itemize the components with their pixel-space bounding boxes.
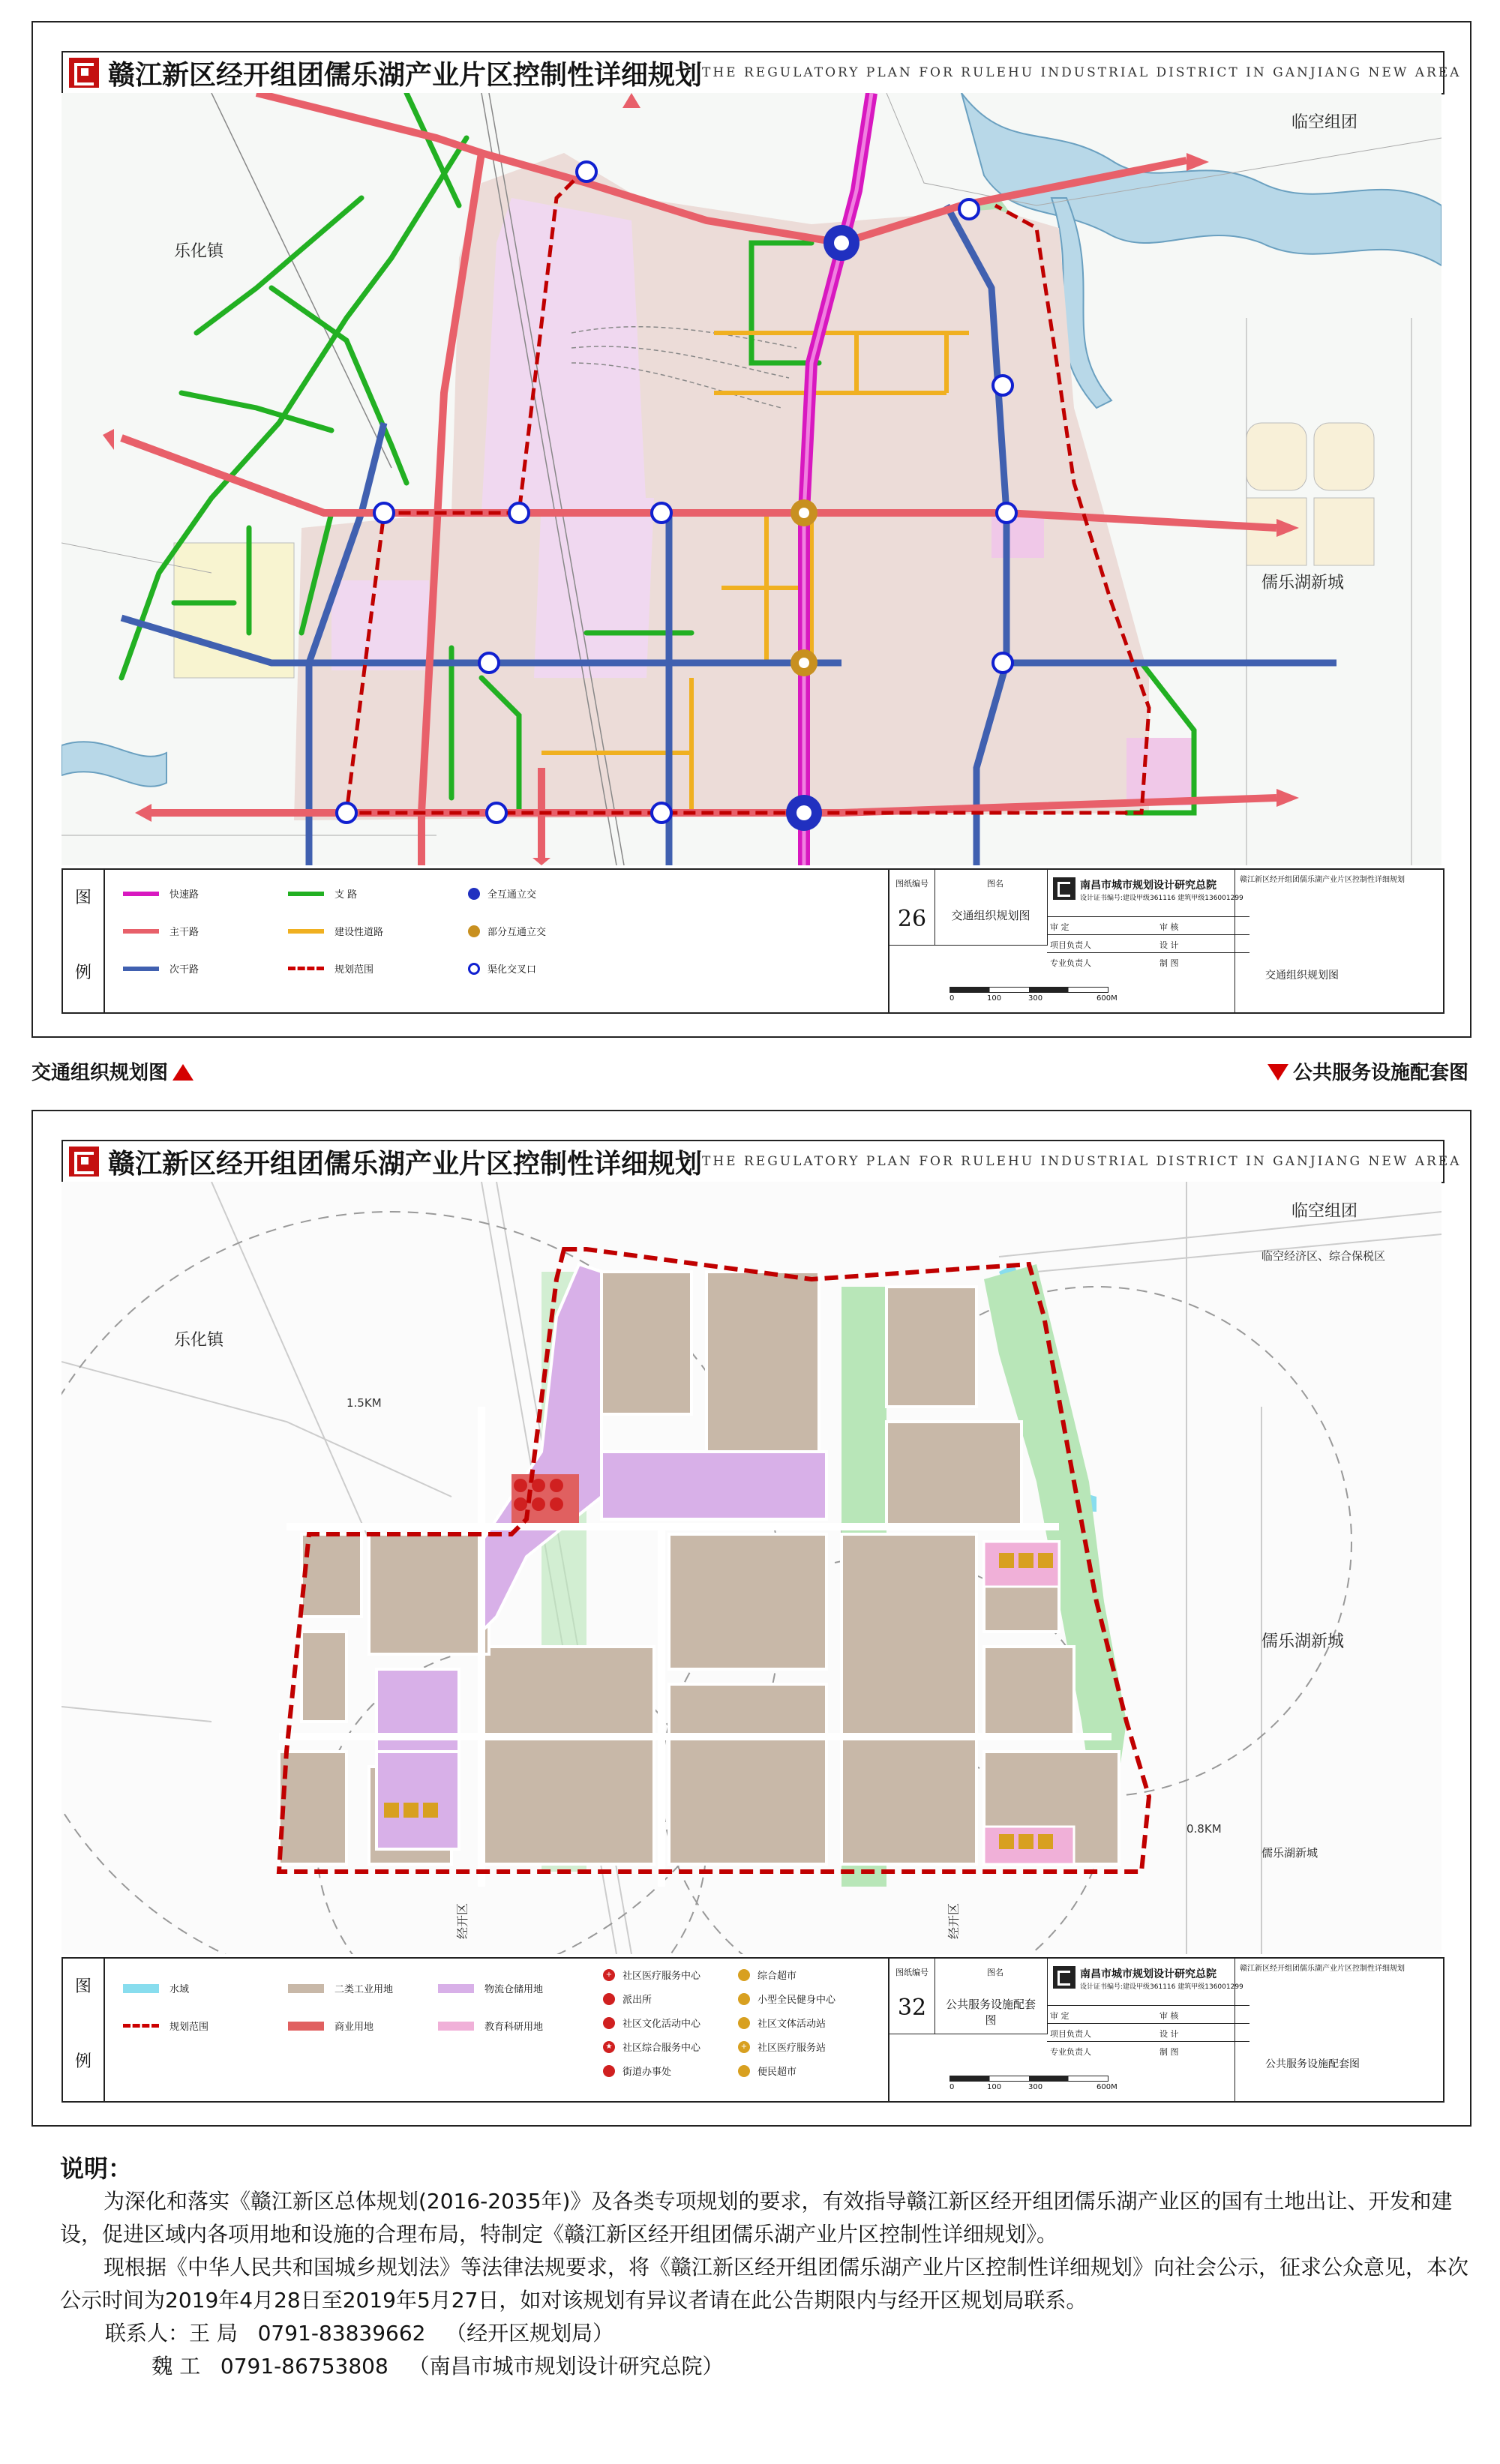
label-linkong-road: 临空经济区、综合保税区	[1262, 1249, 1386, 1263]
scale-bar: 0 100 300 600M	[950, 975, 1114, 1005]
traffic-plan-sheet	[32, 21, 1472, 1038]
medical-center-icon: +	[603, 1969, 615, 1981]
intersection-icon	[468, 963, 480, 975]
legend-fac-service-center: ★ 社区综合服务中心	[603, 2040, 700, 2054]
plan-title-cn: 赣江新区经开组团儒乐湖产业片区控制性详细规划	[108, 1147, 703, 1180]
public-service-map	[62, 1182, 1442, 1954]
legend-main-road: 主干路	[123, 924, 199, 938]
traffic-map	[62, 93, 1442, 865]
legend-heading: 图 例	[63, 1959, 105, 2101]
title-block: 图纸编号 32 图名 公共服务设施配套图 南昌市城市规划设计研究总院 设计证书编号:建设甲级361116 建筑甲级136001299 审 定 审 核 项目负责人 设 计 专业负责人 制 图 赣江新区经开组团儒乐湖产业片区控制性详细规划 公共服务设施配套图 0 100 300 600M	[888, 1959, 1444, 2101]
label-rulehu: 儒乐湖新城	[1262, 574, 1345, 592]
label-jingkai-a: 经开区	[455, 1902, 470, 1939]
drawing-name-right: 交通组织规划图	[1265, 970, 1339, 982]
org-logo-icon	[1053, 877, 1076, 900]
culture-center-icon	[603, 2017, 615, 2029]
legend-secondary-road: 次干路	[123, 961, 199, 976]
org-name: 南昌市城市规划设计研究总院	[1080, 880, 1216, 892]
plan-title-en: THE REGULATORY PLAN FOR RULEHU INDUSTRIAL DISTRICT IN GANJIANG NEW AREA	[702, 1154, 1462, 1169]
label-lehua: 乐化镇	[174, 1331, 224, 1350]
public-service-sheet	[32, 1110, 1472, 2127]
legend-fac-sports-station: 社区文体活动站	[738, 2016, 826, 2030]
legend-commercial: 商业用地	[288, 2019, 374, 2033]
caption-traffic-plan: 交通组织规划图	[32, 1057, 194, 1085]
legend-fac-supermarket: 综合超市	[738, 1968, 796, 1982]
label-rulehu-road: 儒乐湖新城	[1262, 1846, 1318, 1860]
notes-section	[60, 2152, 1470, 2383]
plan-title-cn: 赣江新区经开组团儒乐湖产业片区控制性详细规划	[108, 58, 703, 91]
legend-panel	[62, 1957, 1444, 2103]
sheet-header	[62, 51, 1462, 94]
sheet-header	[62, 1140, 1462, 1183]
label-radius-08: 0.8KM	[1186, 1822, 1222, 1836]
drawing-number: 26	[897, 906, 927, 932]
medical-station-icon: +	[738, 2041, 750, 2053]
legend-heading: 图 例	[63, 870, 105, 1012]
institute-logo-icon	[69, 58, 99, 88]
legend-logistics: 物流仓储用地	[438, 1981, 543, 1995]
legend-fac-culture-center: 社区文化活动中心	[603, 2016, 700, 2030]
org-logo-icon	[1053, 1966, 1076, 1989]
legend-industrial: 二类工业用地	[288, 1981, 393, 1995]
notes-paragraph-2: 现根据《中华人民共和国城乡规划法》等法律法规要求，将《赣江新区经开组团儒乐湖产业片区控制性详细规划》向社会公示，征求公众意见，本次公示时间为2019年4月28日至2019年5月27日，如对该规划有异议者请在此公告期限内与经开区规划局联系。	[60, 2255, 1469, 2313]
police-icon	[603, 1993, 615, 2005]
legend-partial-interchange: 部分互通立交	[468, 924, 546, 938]
supermarket-icon	[738, 1969, 750, 1981]
legend-plan-boundary: 规划范围	[288, 961, 374, 976]
triangle-up-icon	[172, 1064, 194, 1081]
legend-full-interchange: 全互通立交	[468, 886, 536, 901]
legend-expressway: 快速路	[123, 886, 199, 901]
legend-construction-road: 建设性道路	[288, 924, 383, 938]
legend-education: 教育科研用地	[438, 2019, 543, 2033]
legend-fac-medical-station: + 社区医疗服务站	[738, 2040, 826, 2054]
drawing-name: 交通组织规划图	[951, 909, 1030, 922]
drawing-name-right: 公共服务设施配套图	[1265, 2058, 1360, 2070]
legend-fac-fitness: 小型全民健身中心	[738, 1992, 836, 2006]
notes-title: 说明：	[60, 2154, 133, 2183]
caption-public-service: 公共服务设施配套图	[1268, 1057, 1468, 1085]
legend-panel	[62, 868, 1444, 1014]
street-office-icon	[603, 2065, 615, 2077]
legend-channelized-intersection: 渠化交叉口	[468, 961, 536, 976]
plan-title-en: THE REGULATORY PLAN FOR RULEHU INDUSTRIAL DISTRICT IN GANJIANG NEW AREA	[702, 65, 1462, 80]
drawing-name: 公共服务设施配套图	[945, 1998, 1036, 2027]
project-name: 赣江新区经开组团儒乐湖产业片区控制性详细规划	[1240, 876, 1405, 884]
org-name: 南昌市城市规划设计研究总院	[1080, 1968, 1216, 1980]
legend-branch-road: 支 路	[288, 886, 357, 901]
full-interchange-icon	[468, 888, 480, 900]
org-sub: 设计证书编号:建设甲级361116 建筑甲级136001299	[1080, 895, 1244, 902]
drawing-number: 32	[897, 1995, 927, 2021]
institute-logo-icon	[69, 1147, 99, 1177]
contact-2: 魏 工 0791-86753808 （南昌市城市规划设计研究总院）	[105, 2354, 724, 2379]
label-rulehu: 儒乐湖新城	[1262, 1632, 1345, 1651]
label-linkong: 临空组团	[1292, 1202, 1358, 1221]
legend-fac-street-office: 街道办事处	[603, 2064, 671, 2078]
legend-fac-medical-center: + 社区医疗服务中心	[603, 1968, 700, 1982]
scale-bar: 0 100 300 600M	[950, 2064, 1114, 2094]
legend-plan-boundary: 规划范围	[123, 2019, 208, 2033]
fitness-icon	[738, 1993, 750, 2005]
label-linkong: 临空组团	[1292, 113, 1358, 132]
title-block: 图纸编号 26 图名 交通组织规划图 南昌市城市规划设计研究总院 设计证书编号:建设甲级361116 建筑甲级136001299 审 定 审 核 项目负责人 设 计 专业负责人 制 图 赣江新区经开组团儒乐湖产业片区控制性详细规划 交通组织规划图 0 100 300 600M	[888, 870, 1444, 1012]
project-name: 赣江新区经开组团儒乐湖产业片区控制性详细规划	[1240, 1965, 1405, 1973]
convenience-store-icon	[738, 2065, 750, 2077]
label-lehua: 乐化镇	[174, 242, 224, 261]
service-center-icon: ★	[603, 2041, 615, 2053]
partial-interchange-icon	[468, 925, 480, 937]
org-sub: 设计证书编号:建设甲级361116 建筑甲级136001299	[1080, 1983, 1244, 1991]
legend-water: 水域	[123, 1981, 189, 1995]
sports-station-icon	[738, 2017, 750, 2029]
notes-paragraph-1: 为深化和落实《赣江新区总体规划(2016-2035年)》及各类专项规划的要求，有效指导赣江新区经开组团儒乐湖产业区的国有土地出让、开发和建设，促进区域内各项用地和设施的合理布局，特制定《赣江新区经开组团儒乐湖产业片区控制性详细规划》。	[60, 2189, 1453, 2247]
label-jingkai-b: 经开区	[946, 1902, 961, 1939]
contact-1: 联系人：王 局 0791-83839662 （经开区规划局）	[105, 2321, 614, 2346]
legend-fac-police: 派出所	[603, 1992, 652, 2006]
legend-fac-convenience: 便民超市	[738, 2064, 796, 2078]
triangle-down-icon	[1268, 1064, 1288, 1081]
label-radius-15: 1.5KM	[346, 1396, 382, 1410]
